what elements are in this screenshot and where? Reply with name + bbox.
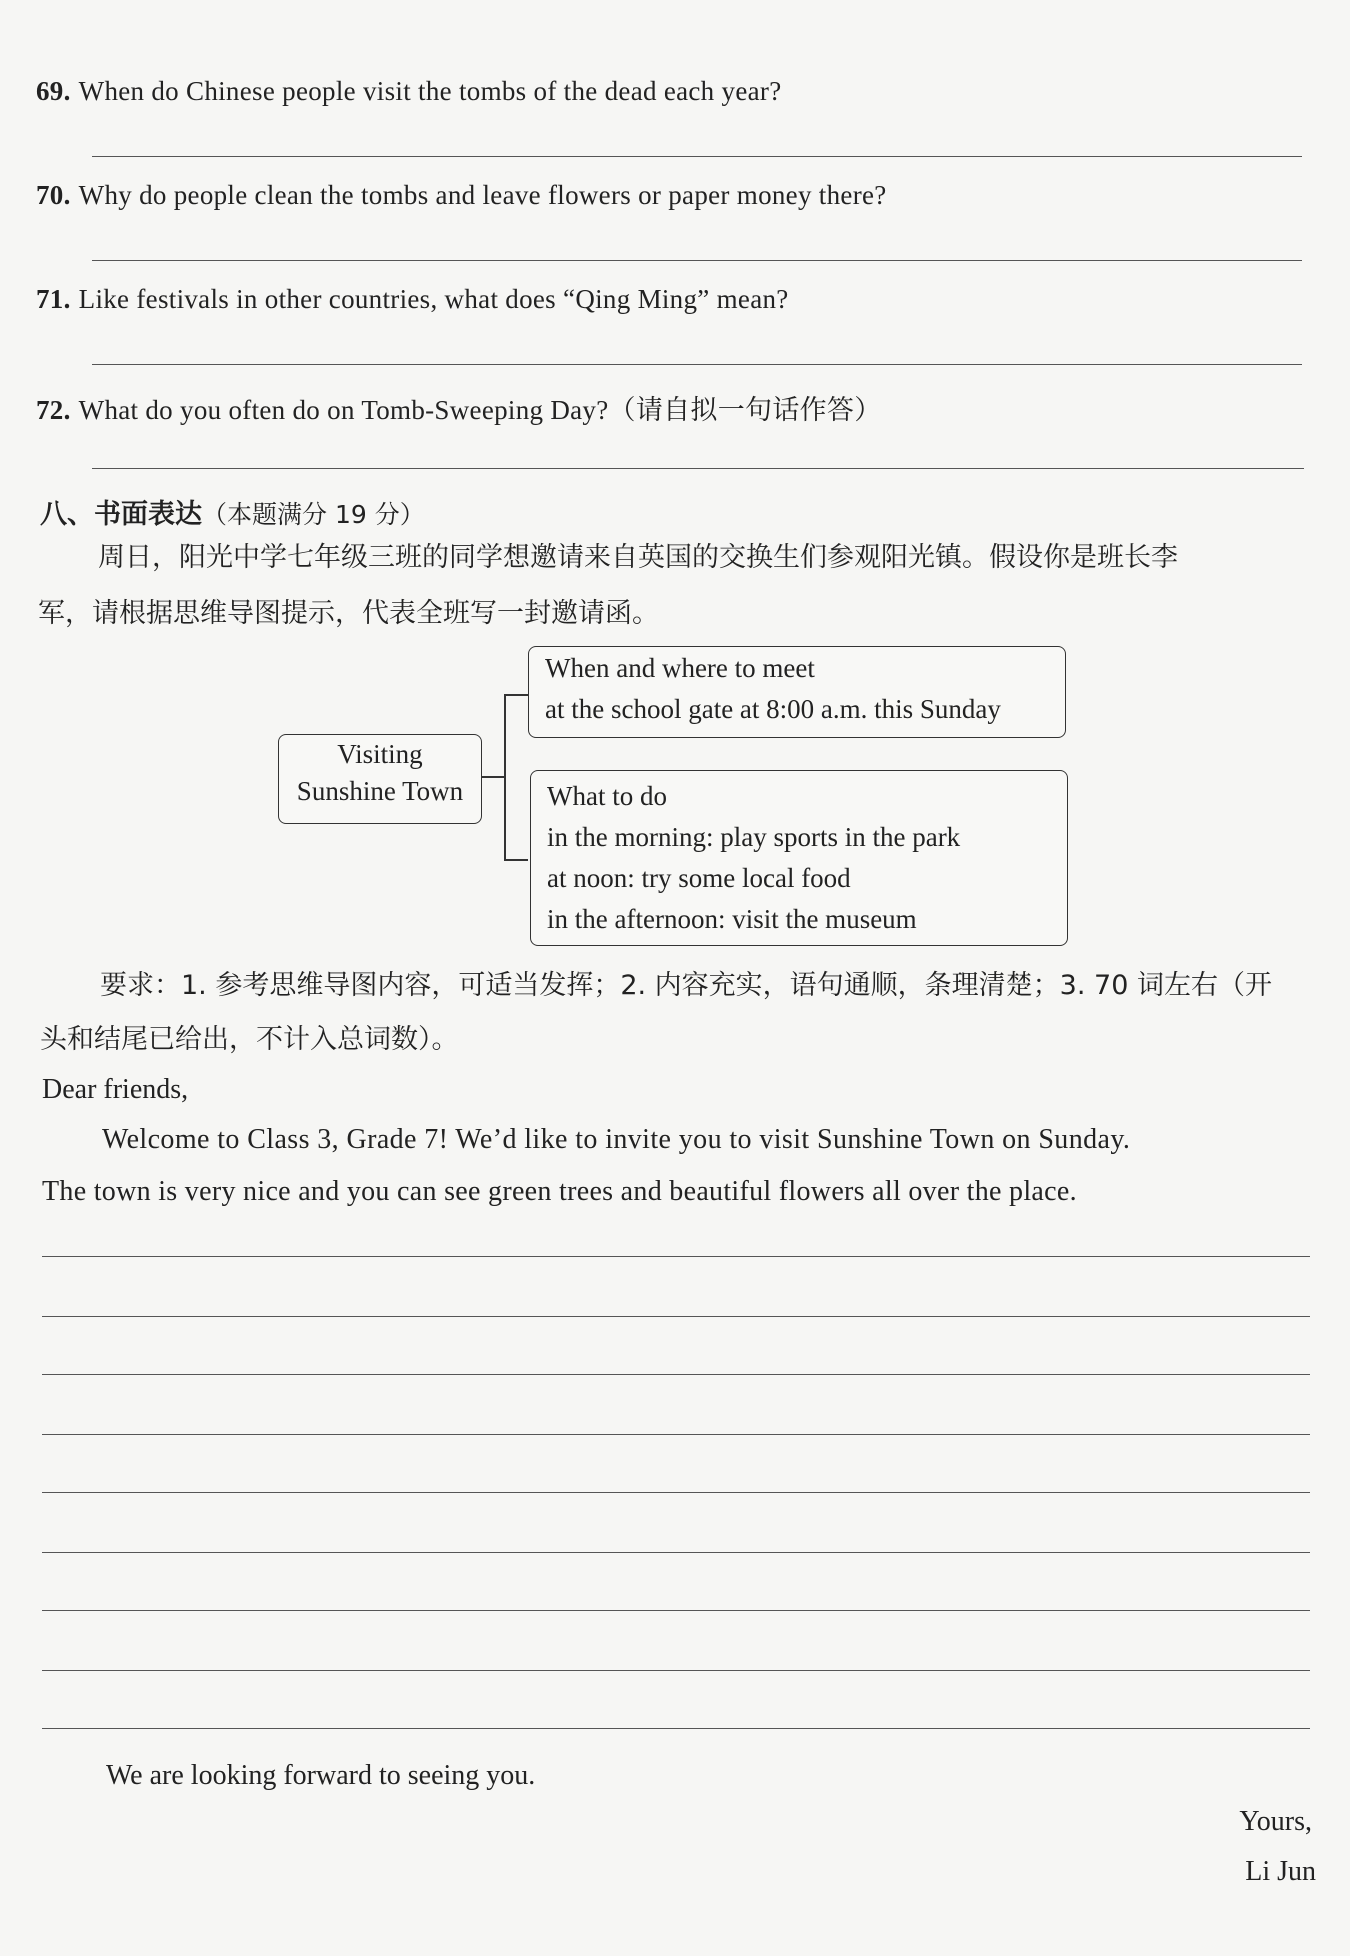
section-title [40,492,425,531]
question-69 [36,76,781,107]
writing-line-9[interactable] [42,1728,1310,1729]
answer-line-69[interactable] [92,156,1302,157]
mindmap-center-line1: Visiting [337,739,423,769]
connector-stem [481,776,505,778]
writing-line-2[interactable] [42,1316,1310,1317]
question-number: 71. [36,284,71,314]
mindmap-box-what-to-do [530,770,1068,946]
connector-bottom [504,859,528,861]
question-number: 70. [36,180,71,210]
box2-line1: in the morning: play sports in the park [547,822,961,852]
writing-line-4[interactable] [42,1434,1310,1435]
writing-line-3[interactable] [42,1374,1310,1375]
question-text: What do you often do on Tomb-Sweeping Day?（请自拟一句话作答） [78,395,882,425]
mindmap-center-box [278,734,482,824]
question-number: 72. [36,395,71,425]
question-text: When do Chinese people visit the tombs of the dead each year? [78,76,782,106]
answer-line-72[interactable] [92,468,1304,469]
letter-greeting: Dear friends, [42,1074,189,1105]
box2-line3: in the afternoon: visit the museum [547,904,917,934]
box1-line1: at the school gate at 8:00 a.m. this Sunday [545,694,1001,724]
box1-title: When and where to meet [545,653,815,683]
requirements-line-2: 头和结尾已给出，不计入总词数）。 [40,1024,459,1055]
writing-line-8[interactable] [42,1670,1310,1671]
question-text: Why do people clean the tombs and leave flowers or paper money there? [78,180,887,210]
question-number: 69. [36,76,71,106]
instruction-line-2: 军，请根据思维导图提示，代表全班写一封邀请函。 [38,598,659,629]
writing-line-7[interactable] [42,1610,1310,1611]
writing-line-6[interactable] [42,1552,1310,1553]
section-score: （本题满分 19 分） [202,500,425,529]
letter-closing-line: We are looking forward to seeing you. [106,1760,536,1791]
instruction-line-1: 周日，阳光中学七年级三班的同学想邀请来自英国的交换生们参观阳光镇。假设你是班长李 [98,542,1178,573]
mindmap-center-line2: Sunshine Town [296,776,464,806]
letter-sign-off: Yours, [1239,1806,1312,1837]
letter-body-line-2: The town is very nice and you can see green trees and beautiful flowers all over the place. [42,1176,1077,1207]
writing-line-5[interactable] [42,1492,1310,1493]
section-heading: 八、书面表达 [40,499,202,530]
answer-line-71[interactable] [92,364,1302,365]
letter-signature: Li Jun [1245,1856,1316,1887]
question-72 [36,388,882,427]
question-text: Like festivals in other countries, what does “Qing Ming” mean? [78,284,789,314]
writing-line-1[interactable] [42,1256,1310,1257]
connector-vertical [504,694,506,860]
question-70 [36,180,887,211]
question-71 [36,284,789,315]
letter-body-line-1: Welcome to Class 3, Grade 7! We’d like to invite you to visit Sunshine Town on Sunday. [102,1124,1131,1155]
box2-title: What to do [547,781,667,811]
requirements-line-1: 要求：1. 参考思维导图内容，可适当发挥；2. 内容充实，语句通顺，条理清楚；3. 70 词左右（开 [100,970,1272,1001]
box2-line2: at noon: try some local food [547,863,851,893]
mindmap-box-when-where [528,646,1066,738]
connector-top [504,694,528,696]
answer-line-70[interactable] [92,260,1302,261]
